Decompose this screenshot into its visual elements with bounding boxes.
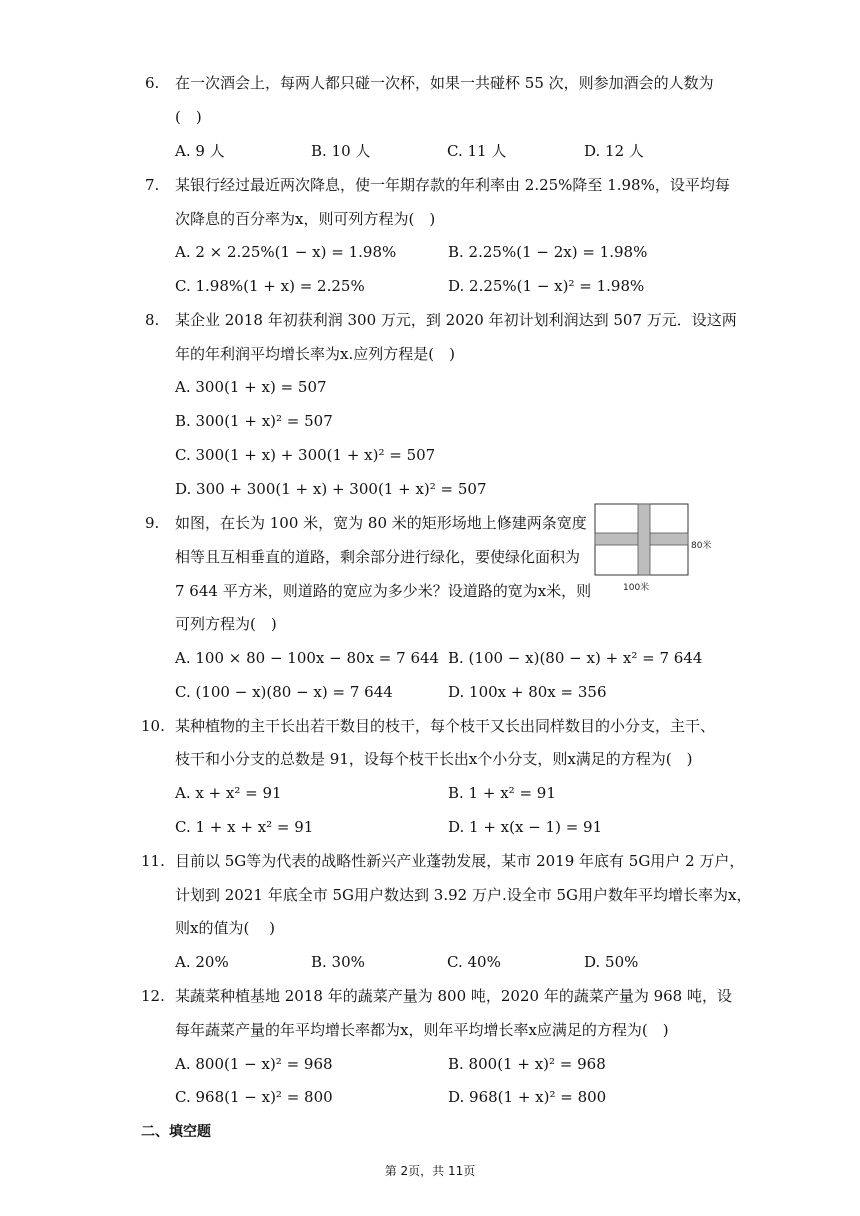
option-d: D. 100x + 80x = 356 [448,683,607,701]
road-diagram [594,503,724,598]
option-b: B. 10 人 [311,142,371,160]
option-c: C. 1 + x + x² = 91 [175,818,314,836]
option-b: B. 1 + x² = 91 [448,784,556,802]
question-text: 某银行经过最近两次降息，使一年期存款的年利率由 2.25%降至 1.98%，设平均每 [175,176,730,194]
question-text: 每年蔬菜产量的年平均增长率都为x，则年平均增长率x应满足的方程为( ) [175,1021,669,1039]
question-text: 目前以 5G等为代表的战略性新兴产业蓬勃发展，某市 2019 年底有 5G用户 2 万户， [175,852,745,870]
question-number: 12. [141,987,165,1005]
option-a: A. 20% [175,953,229,971]
question-text: 如图，在长为 100 米，宽为 80 米的矩形场地上修建两条宽度 [175,514,587,532]
question-number: 6. [145,74,160,92]
question-text: 则x的值为( ) [175,919,275,937]
page-footer: 第 2页，共 11页 [384,1164,476,1178]
option-d: D. 1 + x(x − 1) = 91 [448,818,603,836]
option-c: C. 968(1 − x)² = 800 [175,1088,333,1106]
question-text: 枝干和小分支的总数是 91，设每个枝干长出x个小分支，则x满足的方程为( ) [175,750,693,768]
question-number: 7. [145,176,160,194]
question-text: 某种植物的主干长出若干数目的枝干，每个枝干又长出同样数目的小分支，主干、 [175,717,716,735]
option-c: C. 11 人 [447,142,507,160]
option-c: C. 300(1 + x) + 300(1 + x)² = 507 [175,446,436,464]
option-a: A. 100 × 80 − 100x − 80x = 7 644 [175,649,440,667]
option-c: C. 40% [447,953,501,971]
option-b: B. (100 − x)(80 − x) + x² = 7 644 [448,649,703,667]
question-text: 年的年利润平均增长率为x.应列方程是( ) [175,345,455,363]
question-number: 11. [141,852,165,870]
option-a: A. 300(1 + x) = 507 [175,378,327,396]
question-text: 某蔬菜种植基地 2018 年的蔬菜产量为 800 吨，2020 年的蔬菜产量为 968 吨，设 [175,987,732,1005]
option-d: D. 50% [584,953,639,971]
question-text: 某企业 2018 年初获利润 300 万元，到 2020 年初计划利润达到 507 万元．设这两 [175,311,737,329]
option-a: A. x + x² = 91 [175,784,282,802]
option-d: D. 2.25%(1 − x)² = 1.98% [448,277,645,295]
option-b: B. 2.25%(1 − 2x) = 1.98% [448,243,648,261]
section-title: 二、填空题 [141,1124,211,1140]
option-c: C. (100 − x)(80 − x) = 7 644 [175,683,393,701]
road-diagram-figure [594,503,724,598]
option-a: A. 9 人 [175,142,225,160]
option-b: B. 800(1 + x)² = 968 [448,1055,606,1073]
length-label: 100米 [623,583,650,593]
option-b: B. 30% [311,953,365,971]
question-text: 计划到 2021 年底全市 5G用户数达到 3.92 万户.设全市 5G用户数年平均增长率为x， [175,886,752,904]
option-c: C. 1.98%(1 + x) = 2.25% [175,277,365,295]
question-number: 10. [141,717,165,735]
question-number: 8. [145,311,160,329]
option-b: B. 300(1 + x)² = 507 [175,412,333,430]
question-text: 次降息的百分率为x，则可列方程为( ) [175,210,436,228]
option-a: A. 800(1 − x)² = 968 [175,1055,333,1073]
width-label: 80米 [691,541,712,551]
option-d: D. 300 + 300(1 + x) + 300(1 + x)² = 507 [175,480,487,498]
option-d: D. 12 人 [584,142,644,160]
question-text: 可列方程为( ) [175,615,277,633]
question-text: ( ) [175,108,202,126]
option-d: D. 968(1 + x)² = 800 [448,1088,607,1106]
option-a: A. 2 × 2.25%(1 − x) = 1.98% [175,243,397,261]
question-number: 9. [145,514,160,532]
question-text: 在一次酒会上，每两人都只碰一次杯，如果一共碰杯 55 次，则参加酒会的人数为 [175,74,714,92]
question-text: 7 644 平方米，则道路的宽应为多少米？设道路的宽为x米，则 [175,582,592,600]
question-text: 相等且互相垂直的道路，剩余部分进行绿化，要使绿化面积为 [175,548,581,566]
